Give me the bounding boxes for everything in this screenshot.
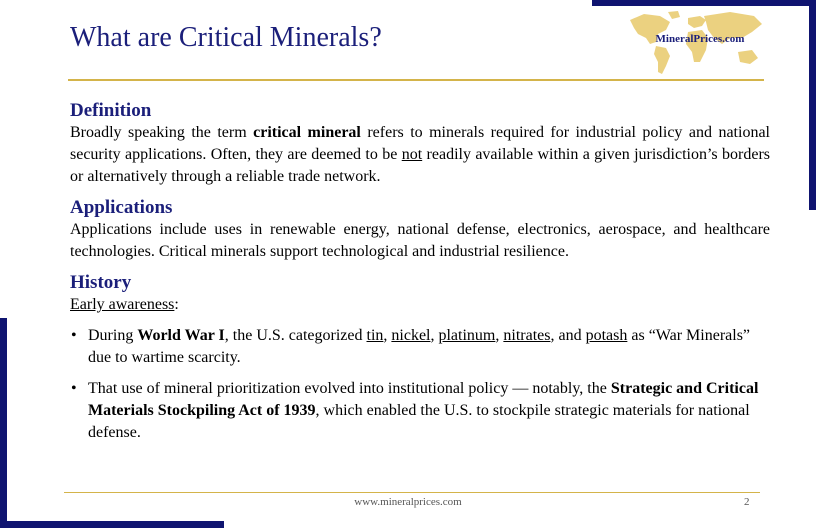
bullet-text: , the U.S. categorized xyxy=(224,327,367,344)
frame-accent-bottom xyxy=(0,521,224,528)
separator: , xyxy=(383,327,392,344)
list-item xyxy=(70,378,770,444)
subheading-text: Early awareness xyxy=(70,296,175,313)
definition-text: readily available within a given jurisdiction’s borders or alternatively through a reliable trade network. xyxy=(70,146,770,185)
definition-text: refers to minerals required for industrial policy and national security applications. Often, they are deemed to be xyxy=(70,124,770,163)
separator: , and xyxy=(550,327,586,344)
list-spacer xyxy=(70,369,770,378)
mineral-nickel: nickel xyxy=(391,327,431,344)
bullet-icon: • xyxy=(71,380,77,397)
mineral-tin: tin xyxy=(366,327,384,344)
applications-heading: Applications xyxy=(70,197,173,218)
footer-divider xyxy=(64,492,760,493)
bullet-text: During xyxy=(88,327,138,344)
separator: , xyxy=(430,327,439,344)
page-number: 2 xyxy=(744,496,750,508)
bullet-icon: • xyxy=(71,327,77,344)
separator: , xyxy=(495,327,504,344)
definition-text: Broadly speaking the term xyxy=(70,124,254,141)
definition-paragraph xyxy=(70,122,770,188)
slide-title: What are Critical Minerals? xyxy=(70,22,382,53)
slide-content xyxy=(70,99,770,444)
bullet-text: That use of mineral prioritization evolved into institutional policy — notably, the xyxy=(88,380,611,397)
history-heading: History xyxy=(70,272,132,293)
history-bullet-list xyxy=(70,325,770,444)
frame-accent-right xyxy=(809,0,816,210)
definition-heading: Definition xyxy=(70,100,152,121)
footer-url: www.mineralprices.com xyxy=(354,496,462,508)
logo-text: MineralPrices.com xyxy=(655,33,745,45)
title-divider xyxy=(68,79,764,81)
bullet-text: , which enabled the U.S. to stockpile strategic materials for national defense. xyxy=(88,402,750,441)
applications-paragraph: Applications include uses in renewable energy, national defense, electronics, aerospace, and healthcare technologies. Critical minerals support technological and industrial resilience. xyxy=(70,221,770,260)
stockpiling-act-term: Strategic and Critical Materials Stockpiling Act of 1939 xyxy=(88,380,759,419)
mineralprices-logo xyxy=(626,8,768,78)
mineral-nitrates: nitrates xyxy=(503,327,551,344)
emphasis-not: not xyxy=(401,146,423,163)
frame-accent-top xyxy=(592,0,816,6)
early-awareness-subheading xyxy=(70,294,770,316)
subheading-colon: : xyxy=(174,296,179,313)
world-war-i-term: World War I xyxy=(137,327,225,344)
list-item xyxy=(70,325,770,369)
bullet-text: as “War Minerals” due to wartime scarcity. xyxy=(88,327,751,366)
critical-mineral-term: critical mineral xyxy=(253,124,361,141)
mineral-platinum: platinum xyxy=(438,327,496,344)
mineral-potash: potash xyxy=(585,327,628,344)
